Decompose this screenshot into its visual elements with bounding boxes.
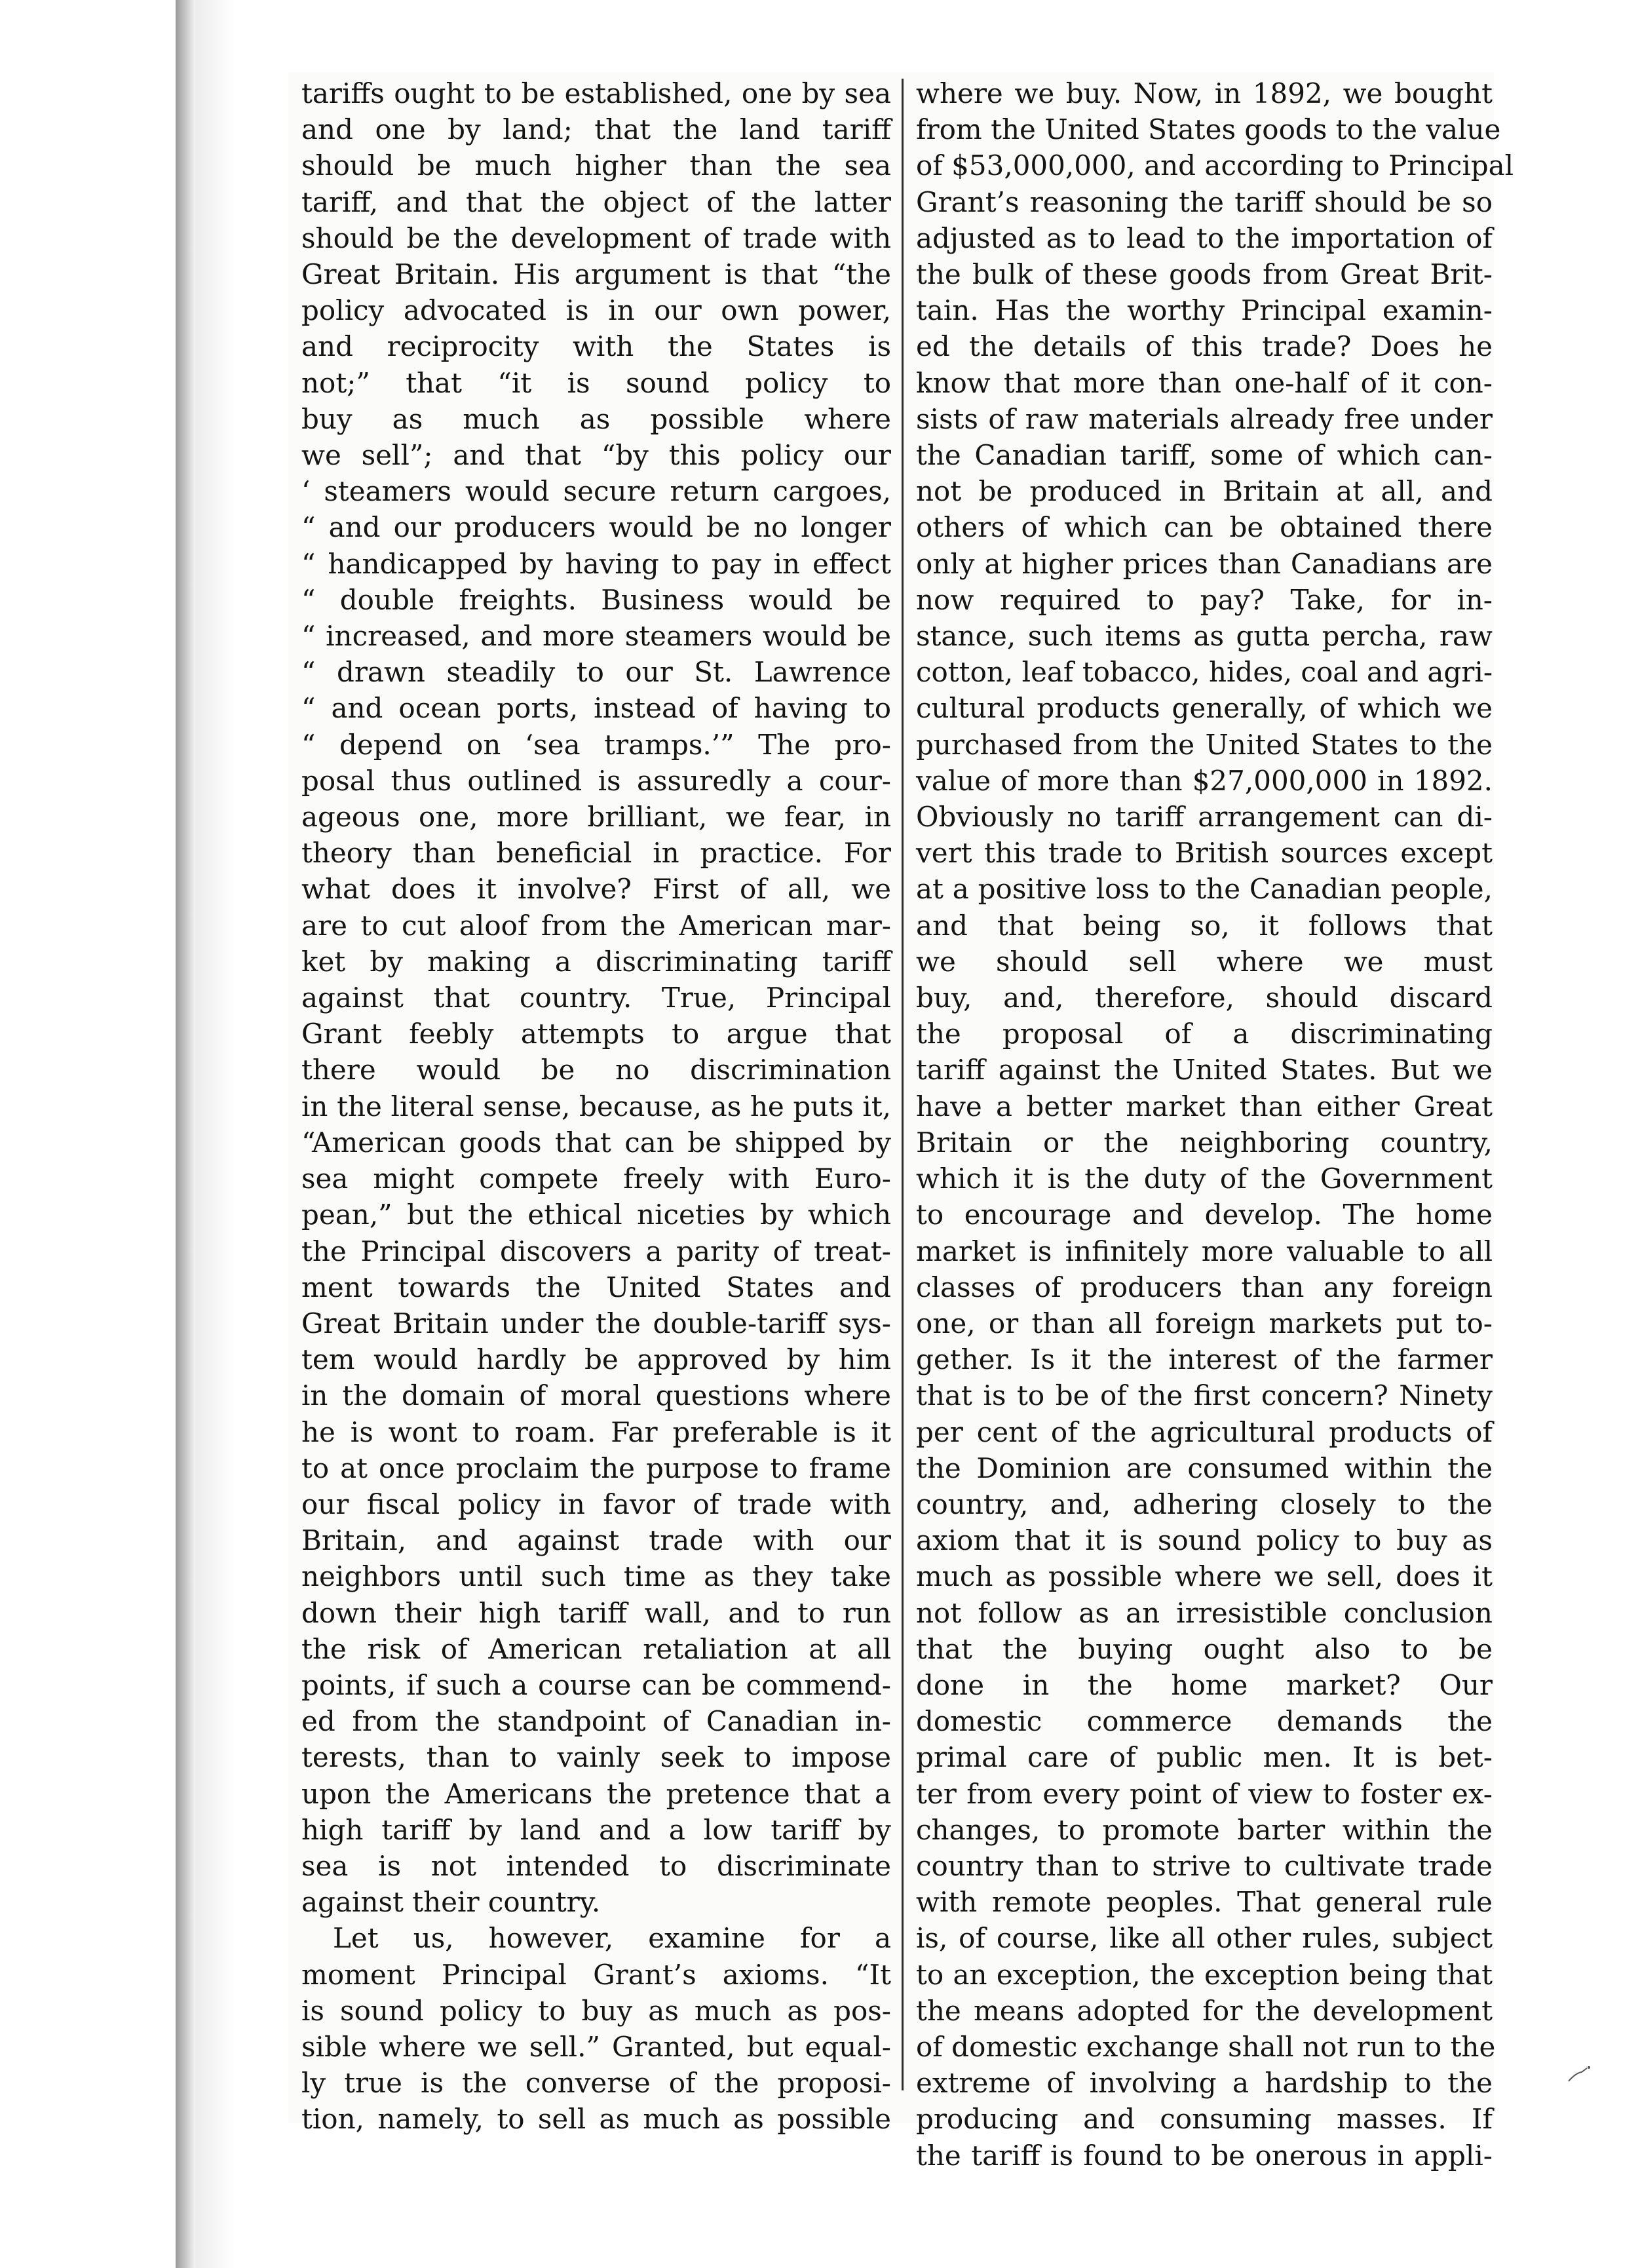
article-line: not follow as an irresistible conclusion (916, 1596, 1493, 1629)
article-line: upon the Americans the pretence that a (301, 1777, 891, 1810)
article-line: to an exception, the exception being that (916, 1958, 1493, 1991)
article-line: is sound policy to buy as much as pos- (301, 1994, 891, 2027)
article-line: should be the development of trade with (301, 221, 891, 254)
article-line: domestic commerce demands the (916, 1705, 1493, 1738)
article-line: down their high tariff wall, and to run (301, 1596, 891, 1629)
article-line: “American goods that can be shipped by (301, 1126, 891, 1159)
article-line: there would be no discrimination (301, 1054, 891, 1086)
article-column-left (301, 75, 891, 2136)
article-line: now required to pay? Take, for in- (916, 583, 1493, 616)
article-line: to at once proclaim the purpose to frame (301, 1451, 891, 1484)
article-line: should be much higher than the sea (301, 149, 891, 182)
article-line: with remote peoples. That general rule (916, 1886, 1493, 1919)
article-line: per cent of the agricultural products of (916, 1415, 1493, 1448)
article-line: the tariff is found to be onerous in appli- (916, 2139, 1493, 2172)
article-line: ter from every point of view to foster ex- (916, 1777, 1493, 1810)
page-binding-edge (176, 0, 195, 2268)
article-line: to encourage and develop. The home (916, 1199, 1493, 1231)
article-line: points, if such a course can be commend- (301, 1668, 891, 1701)
article-line: not be produced in Britain at all, and (916, 475, 1493, 508)
article-line: the Canadian tariff, some of which can- (916, 439, 1493, 472)
article-line: Grant’s reasoning the tariff should be so (916, 185, 1493, 218)
article-line: extreme of involving a hardship to the (916, 2067, 1493, 2100)
article-line: value of more than $27,000,000 in 1892. (916, 764, 1493, 797)
article-line: neighbors until such time as they take (301, 1560, 891, 1593)
article-line: what does it involve? First of all, we (301, 873, 891, 906)
article-line: much as possible where we sell, does it (916, 1560, 1493, 1593)
article-line: primal care of public men. It is bet- (916, 1741, 1493, 1774)
article-line: ket by making a discriminating tariff (301, 945, 891, 978)
article-line: policy advocated is in our own power, (301, 294, 891, 327)
article-line: which it is the duty of the Government (916, 1163, 1493, 1195)
article-line: Britain or the neighboring country, (916, 1126, 1493, 1159)
article-line: that the buying ought also to be (916, 1632, 1493, 1665)
article-line: of $53,000,000, and according to Principal (916, 149, 1514, 182)
article-line: “ double freights. Business would be (301, 583, 891, 616)
article-line: others of which can be obtained there (916, 511, 1493, 544)
article-line: of domestic exchange shall not run to the (916, 2030, 1496, 2063)
article-line: are to cut aloof from the American mar- (301, 909, 891, 942)
article-line: changes, to promote barter within the (916, 1813, 1493, 1846)
column-rule (902, 79, 904, 2090)
article-line: at a positive loss to the Canadian people, (916, 873, 1493, 906)
article-line: cultural products generally, of which we (916, 692, 1493, 725)
article-line: tain. Has the worthy Principal examin- (916, 294, 1493, 327)
article-line: theory than beneficial in practice. For (301, 837, 891, 870)
article-line: in the literal sense, because, as he puts it, (301, 1090, 891, 1123)
article-line: moment Principal Grant’s axioms. “It (301, 1958, 891, 1991)
article-line: ment towards the United States and (301, 1271, 891, 1303)
article-line: buy, and, therefore, should discard (916, 982, 1493, 1014)
article-line: against their country. (301, 1886, 601, 1919)
article-line: high tariff by land and a low tariff by (301, 1813, 891, 1846)
article-line: from the United States goods to the value (916, 113, 1501, 146)
article-line: tion, namely, to sell as much as possible (301, 2103, 891, 2136)
article-line: ly true is the converse of the proposi- (301, 2067, 891, 2100)
article-line: “ depend on ‘sea tramps.’” The pro- (301, 728, 891, 761)
article-line: “ handicapped by having to pay in effect (301, 547, 891, 580)
article-line: the means adopted for the development (916, 1994, 1493, 2027)
article-line: cotton, leaf tobacco, hides, coal and agri- (916, 656, 1493, 689)
article-line: one, or than all foreign markets put to- (916, 1307, 1493, 1339)
article-line: stance, such items as gutta percha, raw (916, 620, 1493, 653)
article-line: the proposal of a discriminating (916, 1018, 1493, 1050)
article-line: Grant feebly attempts to argue that (301, 1018, 891, 1050)
article-line: sea might compete freely with Euro- (301, 1163, 891, 1195)
article-line: Great Britain. His argument is that “the (301, 258, 891, 291)
article-line: ‘ steamers would secure return cargoes, (301, 475, 891, 508)
article-line: we should sell where we must (916, 945, 1493, 978)
article-line: “ and our producers would be no longer (301, 511, 891, 544)
article-line: only at higher prices than Canadians are (916, 547, 1493, 580)
article-line: we sell”; and that “by this policy our (301, 439, 891, 472)
article-line: Britain, and against trade with our (301, 1524, 891, 1557)
article-line: “ drawn steadily to our St. Lawrence (301, 656, 891, 689)
article-line: tariffs ought to be established, one by sea (301, 77, 891, 109)
article-line: country, and, adhering closely to the (916, 1488, 1493, 1520)
article-line: adjusted as to lead to the importation of (916, 221, 1493, 254)
article-line: Great Britain under the double-tariff sys- (301, 1307, 891, 1339)
pen-mark-icon (1567, 2064, 1593, 2084)
article-line: and one by land; that the land tariff (301, 113, 891, 146)
article-line: ed the details of this trade? Does he (916, 330, 1493, 363)
article-line: tem would hardly be approved by him (301, 1343, 891, 1376)
article-line: and that being so, it follows that (916, 909, 1493, 942)
article-line: classes of producers than any foreign (916, 1271, 1493, 1303)
article-line: have a better market than either Great (916, 1090, 1493, 1123)
article-line: is, of course, like all other rules, subject (916, 1922, 1493, 1955)
article-line: “ and ocean ports, instead of having to (301, 692, 891, 725)
article-line: “ increased, and more steamers would be (301, 620, 891, 653)
article-line: vert this trade to British sources except (916, 837, 1493, 870)
article-line: know that more than one-half of it con- (916, 366, 1493, 399)
article-line: ageous one, more brilliant, we fear, in (301, 801, 891, 834)
article-line: axiom that it is sound policy to buy as (916, 1524, 1493, 1557)
article-line: where we buy. Now, in 1892, we bought (916, 77, 1493, 109)
article-line: the Principal discovers a parity of treat- (301, 1235, 891, 1267)
article-line: the Dominion are consumed within the (916, 1451, 1493, 1484)
article-line: gether. Is it the interest of the farmer (916, 1343, 1493, 1376)
article-line: sible where we sell.” Granted, but equal- (301, 2030, 891, 2063)
article-line: producing and consuming masses. If (916, 2103, 1493, 2136)
article-line: in the domain of moral questions where (301, 1379, 891, 1412)
article-line: purchased from the United States to the (916, 728, 1493, 761)
article-line: country than to strive to cultivate trade (916, 1849, 1493, 1882)
article-line: tariff against the United States. But we (916, 1054, 1493, 1086)
article-line: tariff, and that the object of the latter (301, 185, 891, 218)
article-line: against that country. True, Principal (301, 982, 891, 1014)
article-line: pean,” but the ethical niceties by which (301, 1199, 891, 1231)
article-line: sists of raw materials already free under (916, 402, 1493, 435)
article-line: sea is not intended to discriminate (301, 1849, 891, 1882)
article-line: buy as much as possible where (301, 402, 891, 435)
article-line: market is infinitely more valuable to all (916, 1235, 1493, 1267)
article-line: done in the home market? Our (916, 1668, 1493, 1701)
article-line: that is to be of the first concern? Ninety (916, 1379, 1493, 1412)
article-line: and reciprocity with the States is (301, 330, 891, 363)
article-line: posal thus outlined is assuredly a cour- (301, 764, 891, 797)
article-line: ed from the standpoint of Canadian in- (301, 1705, 891, 1738)
article-line: Obviously no tariff arrangement can di- (916, 801, 1493, 834)
article-line: our fiscal policy in favor of trade with (301, 1488, 891, 1520)
article-line: terests, than to vainly seek to impose (301, 1741, 891, 1774)
page-binding-shadow (195, 0, 235, 2268)
article-column-right (916, 75, 1514, 2172)
article-line: Let us, however, examine for a (333, 1922, 891, 1955)
article-line: the risk of American retaliation at all (301, 1632, 891, 1665)
article-line: not;” that “it is sound policy to (301, 366, 891, 399)
article-line: he is wont to roam. Far preferable is it (301, 1415, 891, 1448)
article-line: the bulk of these goods from Great Brit- (916, 258, 1493, 291)
